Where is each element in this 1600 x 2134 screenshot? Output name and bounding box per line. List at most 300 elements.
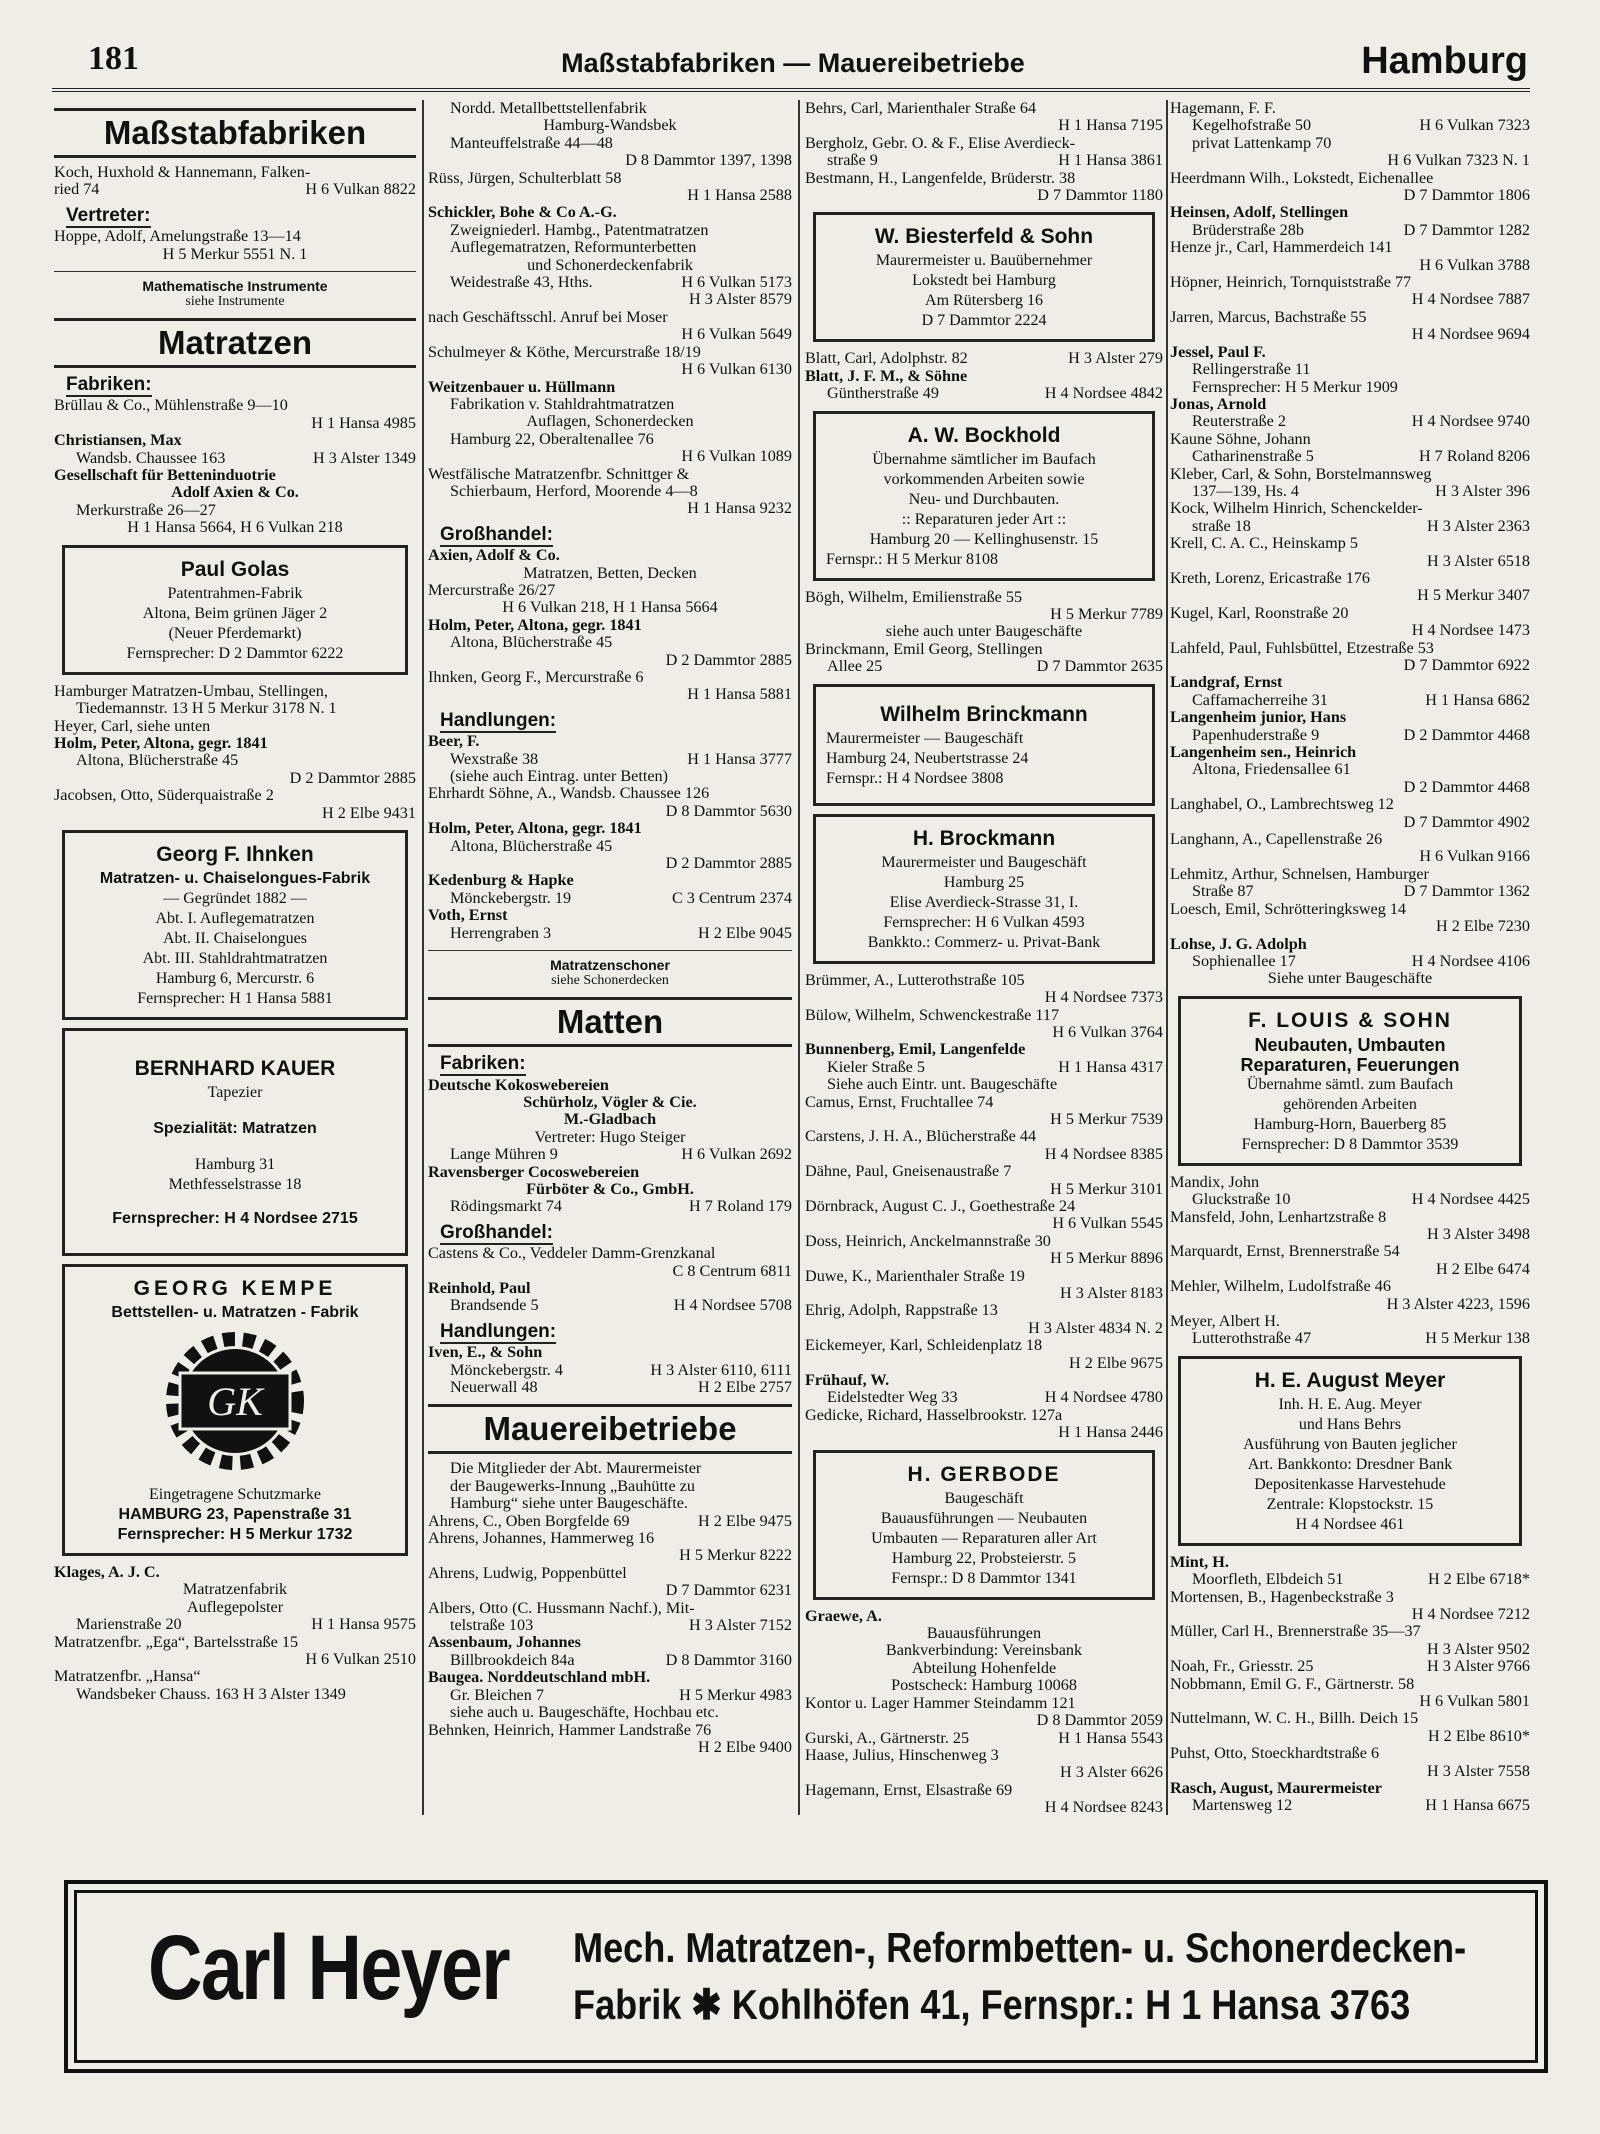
ad-line: Fernsprecher: H 1 Hansa 5881: [137, 989, 333, 1007]
address: Straße 87: [1192, 883, 1254, 901]
phone-number: H 3 Alster 6626: [1060, 1764, 1163, 1782]
cross-reference-note: [428, 950, 792, 989]
list-item: Gurski, A., Gärtnerstr. 25: [805, 1729, 970, 1747]
address: Wexstraße 38: [450, 750, 539, 768]
list-item: und Schonerdeckenfabrik: [527, 256, 693, 274]
ad-title: H. E. August Meyer: [1254, 1368, 1446, 1392]
column-1: [54, 100, 416, 1815]
ad-line: (Neuer Pferdemarkt): [168, 624, 302, 642]
list-item: Siehe unter Baugeschäfte: [1267, 970, 1433, 988]
address: privat Lattenkamp 70: [1192, 134, 1332, 152]
subheading-label: Großhandel:: [440, 523, 553, 545]
phone-number: H 2 Elbe 6718*: [1427, 1571, 1530, 1589]
column-3: [805, 100, 1163, 1815]
address: Allee 25: [827, 658, 883, 676]
ad-line: Eingetragene Schutzmarke: [149, 1485, 321, 1503]
phone-number: D 8 Dammtor 1397, 1398: [625, 152, 792, 170]
logo-monogram: GK: [207, 1378, 263, 1424]
ad-line: Mech. Matratzen-, Reformbetten- u. Schonerdecken-: [573, 1924, 1467, 1971]
phone-number: H 2 Elbe 9045: [698, 924, 792, 942]
list-item: Wandsbeker Chauss. 163 H 3 Alster 1349: [76, 1685, 346, 1703]
list-item: Camus, Ernst, Fruchtallee 74: [805, 1093, 994, 1111]
page-number: 181: [88, 40, 139, 77]
address: Gluckstraße 10: [1192, 1191, 1291, 1209]
bottom-advertisement: [64, 1880, 1548, 2073]
company-name: Landgraf, Ernst: [1170, 674, 1283, 692]
ad-line: Übernahme sämtlicher im Baufach: [872, 450, 1096, 468]
gear-logo-icon: [135, 1331, 335, 1471]
phone-number: D 7 Dammtor 2635: [1036, 658, 1163, 676]
list-item: Ahrens, Ludwig, Poppenbüttel: [428, 1564, 627, 1582]
ad-line: Neubauten, Umbauten: [1254, 1034, 1446, 1055]
phone-number: H 1 Hansa 3861: [1058, 152, 1163, 170]
list-item: Postscheck: Hamburg 10068: [891, 1677, 1077, 1695]
list-item: Vertreter: Hugo Steiger: [534, 1128, 686, 1146]
ad-line: Fernsprecher: D 2 Dammtor 6222: [126, 644, 344, 662]
company-name: Schickler, Bohe & Co A.-G.: [428, 204, 617, 222]
company-name: Langenheim sen., Heinrich: [1170, 744, 1357, 762]
company-name: Baugea. Norddeutschland mbH.: [428, 1669, 651, 1687]
ad-line: Maurermeister — Baugeschäft: [826, 729, 1024, 747]
ad-line: gehörenden Arbeiten: [1283, 1095, 1417, 1113]
ad-line: Übernahme sämtl. zum Baufach: [1246, 1075, 1454, 1093]
phone-number: H 1 Hansa 9575: [311, 1616, 416, 1634]
ad-box-brockmann: [813, 814, 1155, 964]
phone-number: D 7 Dammtor 6922: [1403, 657, 1530, 674]
list-item: Mandix, John: [1170, 1173, 1260, 1191]
phone-number: D 2 Dammtor 2885: [665, 651, 792, 669]
address: Altona, Blücherstraße 45: [76, 752, 239, 770]
address: Mönckebergstr. 19: [450, 889, 572, 907]
phone-number: H 6 Vulkan 5649: [681, 326, 792, 344]
address: Wandsb. Chaussee 163: [76, 449, 226, 467]
phone-number: H 1 Hansa 4317: [1058, 1058, 1163, 1076]
phone-number: H 5 Merkur 8222: [679, 1547, 792, 1565]
list-item: Langhabel, O., Lambrechtsweg 12: [1170, 796, 1394, 814]
phone-number: H 3 Alster 8183: [1060, 1285, 1163, 1302]
address: Herrengraben 3: [450, 924, 552, 942]
company-name: Holm, Peter, Altona, gegr. 1841: [428, 820, 642, 838]
company-name: Beer, F.: [428, 733, 480, 751]
phone-number: H 1 Hansa 7195: [1058, 117, 1163, 135]
company-name: Blatt, J. F. M., & Söhne: [805, 367, 968, 385]
company-name: Jonas, Arnold: [1170, 395, 1267, 413]
list-item: Auflegematratzen, Reformunterbetten: [450, 239, 697, 257]
list-item: Kock, Wilhelm Hinrich, Schenckelder-: [1170, 500, 1423, 518]
subheading-label: Handlungen:: [440, 709, 557, 731]
phone-number: H 6 Vulkan 2692: [681, 1146, 792, 1164]
phone-number: H 1 Hansa 5664, H 6 Vulkan 218: [127, 519, 343, 537]
list-item: Noah, Fr., Griesstr. 25: [1170, 1658, 1314, 1676]
phone-number: H 3 Alster 4223, 1596: [1386, 1295, 1530, 1313]
list-item: Mansfeld, John, Lenhartzstraße 8: [1170, 1208, 1387, 1226]
address: Neuerwall 48: [450, 1379, 538, 1396]
ad-line: Hamburg 6, Mercurstr. 6: [155, 969, 315, 987]
company-name: Fürböter & Co., GmbH.: [526, 1180, 694, 1198]
list-item: Westfälische Matratzenfbr. Schnittger &: [428, 465, 690, 483]
list-item: Hoppe, Adolf, Amelungstraße 13—14: [54, 228, 301, 246]
subheading-fabriken: [440, 1053, 792, 1075]
subheading-grosshandel: [440, 1221, 792, 1243]
list-item: Nobbmann, Emil G. F., Gärtnerstr. 58: [1170, 1675, 1415, 1693]
ad-line: Maurermeister und Baugeschäft: [881, 853, 1087, 871]
list-item: Bögh, Wilhelm, Emilienstraße 55: [805, 588, 1023, 606]
list-item: Haase, Julius, Hinschenweg 3: [805, 1746, 999, 1764]
city-label: Hamburg: [1361, 40, 1528, 82]
list-item: Ahrens, C., Oben Borgfelde 69: [428, 1512, 630, 1530]
ad-line: Hamburg 22, Probsteierstr. 5: [891, 1549, 1077, 1567]
company-name: Schürholz, Vögler & Cie.: [523, 1093, 697, 1111]
phone-number: H 7 Roland 8206: [1418, 448, 1530, 466]
phone-number: C 8 Centrum 6811: [672, 1262, 792, 1280]
phone-number: H 6 Vulkan 7323 N. 1: [1387, 152, 1530, 170]
address: Gr. Bleichen 7: [450, 1686, 544, 1704]
list-item: Schierbaum, Herford, Moorende 4—8: [450, 482, 698, 500]
company-name: Deutsche Kokoswebereien: [428, 1076, 609, 1094]
subheading-label: Vertreter:: [66, 204, 151, 226]
list-item: siehe auch unter Baugeschäfte: [885, 623, 1083, 641]
ad-line: Matratzen- u. Chaiselongues-Fabrik: [99, 869, 371, 887]
page-header: [58, 40, 1528, 88]
phone-number: D 2 Dammtor 2885: [665, 855, 792, 873]
ad-title: A. W. Bockhold: [907, 423, 1061, 447]
phone-number: H 4 Nordsee 7373: [1044, 989, 1163, 1007]
list-item: Hamburg-Wandsbek: [543, 117, 677, 135]
subheading-grosshandel: [440, 523, 792, 545]
ad-line: Methfesselstrasse 18: [168, 1175, 302, 1193]
phone-number: H 1 Hansa 9232: [687, 500, 792, 518]
list-item: Hamburg 22, Oberaltenallee 76: [450, 430, 654, 448]
ad-title: W. Biesterfeld & Sohn: [874, 225, 1094, 249]
ad-box-ihnken: [62, 830, 408, 1020]
ad-line: Ausführung von Bauten jeglicher: [1243, 1435, 1457, 1453]
phone-number: H 2 Elbe 7230: [1436, 918, 1530, 936]
address: Martensweg 12: [1192, 1797, 1293, 1815]
cross-reference-note: [54, 271, 416, 310]
company-name: Mint, H.: [1170, 1553, 1229, 1571]
address: Altona, Blücherstraße 45: [450, 837, 613, 855]
list-item: Lehmitz, Arthur, Schnelsen, Hamburger: [1170, 865, 1429, 883]
subheading-label: Großhandel:: [440, 1221, 553, 1243]
phone-number: H 3 Alster 6110, 6111: [650, 1361, 792, 1379]
list-item: Ehrhardt Söhne, A., Wandsb. Chaussee 126: [428, 785, 710, 803]
list-item: Doss, Heinrich, Anckelmannstraße 30: [805, 1232, 1051, 1250]
ad-title: Wilhelm Brinckmann: [880, 702, 1088, 726]
ad-line: Bauausführungen — Neubauten: [880, 1509, 1088, 1527]
company-name: M.-Gladbach: [563, 1111, 657, 1129]
company-name: Klages, A. J. C.: [54, 1563, 160, 1581]
address: Mönckebergstr. 4: [450, 1361, 563, 1379]
company-name: Ravensberger Cocoswebereien: [428, 1163, 640, 1181]
ad-line: Altona, Beim grünen Jäger 2: [142, 604, 328, 622]
phone-number: H 4 Nordsee 7887: [1411, 291, 1530, 309]
list-item: Hagemann, Ernst, Elsastraße 69: [805, 1781, 1013, 1799]
list-item: Bergholz, Gebr. O. & F., Elise Averdieck-: [805, 134, 1076, 152]
ad-line: D 7 Dammtor 2224: [921, 312, 1047, 330]
ad-company-name: Carl Heyer: [148, 1917, 510, 2019]
phone-number: H 6 Vulkan 5545: [1052, 1215, 1163, 1233]
column-divider: [798, 100, 800, 1815]
ad-box-gerbode: [813, 1450, 1155, 1600]
list-item: Bülow, Wilhelm, Schwenckestraße 117: [805, 1006, 1060, 1024]
address: Lange Mühren 9: [450, 1146, 558, 1164]
list-item: Blatt, Carl, Adolphstr. 82: [805, 350, 968, 368]
ad-line: Lokstedt bei Hamburg: [912, 272, 1056, 290]
phone-number: H 2 Elbe 9475: [698, 1512, 792, 1530]
ad-line: Fernsprecher: H 5 Merkur 1732: [117, 1525, 353, 1543]
phone-number: H 3 Alster 9766: [1427, 1658, 1530, 1676]
ad-title: Paul Golas: [180, 557, 290, 581]
phone-number: D 2 Dammtor 2885: [289, 769, 416, 787]
column-4: [1170, 100, 1530, 1815]
list-item: Kleber, Carl, & Sohn, Borstelmannsweg: [1170, 465, 1432, 483]
list-item: Carstens, J. H. A., Blücherstraße 44: [805, 1128, 1037, 1146]
list-item: Langhann, A., Capellenstraße 26: [1170, 831, 1383, 849]
ad-line: Abt. III. Stahldrahtmatratzen: [142, 949, 328, 967]
subheading-fabriken: [66, 374, 416, 396]
ad-line: Neu- und Durchbauten.: [908, 490, 1060, 508]
company-name: Iven, E., & Sohn: [428, 1344, 543, 1362]
phone-number: H 1 Hansa 5881: [687, 686, 792, 704]
list-item: Gedicke, Richard, Hasselbrookstr. 127a: [805, 1406, 1063, 1424]
list-item: Auflagen, Schonerdecken: [526, 413, 694, 431]
list-item: Matratzen, Betten, Decken: [523, 564, 697, 582]
list-item: Duwe, K., Marienthaler Straße 19: [805, 1267, 1025, 1285]
ad-box-kauer: [62, 1028, 408, 1256]
ad-title: BERNHARD KAUER: [134, 1056, 336, 1080]
address: Billbrookdeich 84a: [450, 1651, 575, 1669]
ad-line: und Hans Behrs: [1298, 1415, 1402, 1433]
address: Kegelhofstraße 50: [1192, 117, 1312, 135]
list-item: Manteuffelstraße 44—48: [450, 134, 613, 152]
ad-title: F. LOUIS & SOHN: [1248, 1008, 1452, 1032]
phone-number: H 6 Vulkan 7323: [1419, 117, 1530, 135]
running-title: Maßstabfabriken — Mauereibetriebe: [561, 48, 1025, 78]
list-item: Kontor u. Lager Hammer Steindamm 121: [805, 1694, 1076, 1712]
phone-number: H 6 Vulkan 3788: [1419, 256, 1530, 274]
phone-number: H 6 Vulkan 9166: [1419, 848, 1530, 866]
phone-number: H 3 Alster 4834 N. 2: [1028, 1319, 1163, 1337]
address: Weidestraße 43, Hths.: [450, 274, 593, 292]
list-item: Matratzenfbr. „Ega“, Bartelsstraße 15: [54, 1633, 299, 1651]
ad-box-brinckmann: [813, 684, 1155, 806]
address: Caffamacherreihe 31: [1192, 691, 1328, 709]
list-item: Ahrens, Johannes, Hammerweg 16: [428, 1530, 655, 1548]
list-item: Siehe auch Eintr. unt. Baugeschäfte: [827, 1076, 1058, 1094]
subheading-label: Handlungen:: [440, 1320, 557, 1342]
ad-title: H. GERBODE: [907, 1462, 1061, 1486]
phone-number: D 8 Dammtor 5630: [665, 802, 792, 820]
list-item: Tiedemannstr. 13 H 5 Merkur 3178 N. 1: [76, 700, 337, 718]
phone-number: H 6 Vulkan 5801: [1419, 1693, 1530, 1711]
phone-number: D 7 Dammtor 1180: [1037, 187, 1163, 205]
list-item: Fabrikation v. Stahldrahtmatratzen: [450, 395, 675, 413]
phone-number: H 1 Hansa 3777: [687, 750, 792, 768]
company-name: Christiansen, Max: [54, 432, 182, 450]
intro-text: der Baugewerks-Innung „Bauhütte zu: [450, 1477, 695, 1495]
list-item: Bankverbindung: Vereinsbank: [885, 1642, 1083, 1660]
phone-number: H 6 Vulkan 1089: [681, 448, 792, 466]
address: Eidelstedter Weg 33: [827, 1389, 958, 1407]
phone-number: H 5 Merkur 138: [1425, 1330, 1530, 1348]
address: Lutterothstraße 47: [1192, 1330, 1312, 1348]
phone-number: D 7 Dammtor 4902: [1403, 813, 1530, 831]
list-item: Dörnbrack, August C. J., Goethestraße 24: [805, 1197, 1076, 1215]
address: Altona, Blücherstraße 45: [450, 634, 613, 652]
list-item: Bauausführungen: [926, 1625, 1042, 1643]
phone-number: H 1 Hansa 6675: [1425, 1797, 1530, 1815]
company-name: Holm, Peter, Altona, gegr. 1841: [428, 616, 642, 634]
list-item: Heyer, Carl, siehe unten: [54, 717, 211, 735]
phone-number: H 1 Hansa 4985: [311, 414, 416, 432]
ad-line: Hamburg 24, Neubertstrasse 24: [826, 749, 1029, 767]
address: Güntherstraße 49: [827, 385, 939, 403]
ad-line: H 4 Nordsee 461: [1295, 1515, 1405, 1533]
phone-number: H 6 Vulkan 8822: [305, 181, 416, 199]
phone-number: H 4 Nordsee 9694: [1411, 326, 1530, 344]
list-item: Dähne, Paul, Gneisenaustraße 7: [805, 1163, 1012, 1181]
list-item: siehe auch u. Baugeschäfte, Hochbau etc.: [450, 1704, 719, 1722]
phone-number: H 4 Nordsee 4425: [1411, 1191, 1530, 1209]
ad-line: Am Rütersberg 16: [925, 292, 1043, 310]
ad-line: Tapezier: [207, 1083, 263, 1101]
company-name: Graewe, A.: [805, 1607, 882, 1625]
address: straße 18: [1192, 517, 1251, 535]
list-item: Bestmann, H., Langenfelde, Brüderstr. 38: [805, 169, 1076, 187]
phone-number: D 7 Dammtor 1282: [1403, 221, 1530, 239]
phone-number: H 1 Hansa 2446: [1058, 1424, 1163, 1442]
ad-line: Fernspr.: D 8 Dammtor 1341: [891, 1569, 1077, 1587]
phone-number: H 3 Alster 7558: [1427, 1762, 1530, 1780]
ad-line: HAMBURG 23, Papenstraße 31: [118, 1505, 352, 1523]
phone-number: H 5 Merkur 7789: [1050, 606, 1163, 624]
list-item: Nuttelmann, W. C. H., Billh. Deich 15: [1170, 1710, 1419, 1728]
ad-line: Hamburg-Horn, Bauerberg 85: [1253, 1115, 1447, 1133]
company-name: Adolf Axien & Co.: [171, 484, 299, 502]
phone-number: H 2 Elbe 2757: [698, 1379, 792, 1396]
list-item: Rüss, Jürgen, Schulterblatt 58: [428, 169, 622, 187]
phone-number: H 4 Nordsee 4106: [1411, 952, 1530, 970]
company-name: Jessel, Paul F.: [1170, 343, 1266, 361]
company-name: Assenbaum, Johannes: [428, 1634, 581, 1652]
phone-number: H 6 Vulkan 218, H 1 Hansa 5664: [502, 599, 718, 617]
address: Marienstraße 20: [76, 1616, 182, 1634]
list-item: Höpner, Heinrich, Tornquiststraße 77: [1170, 274, 1412, 292]
ad-line: Maurermeister u. Bauübernehmer: [875, 252, 1093, 270]
list-item: Nordd. Metallbettstellenfabrik: [450, 100, 647, 117]
list-item: Brinckmann, Emil Georg, Stellingen: [805, 640, 1043, 658]
ad-line: Hamburg 25: [943, 873, 1025, 891]
list-item: ried 74: [54, 181, 100, 199]
list-item: Jarren, Marcus, Bachstraße 55: [1170, 308, 1367, 326]
address: Brandsende 5: [450, 1297, 539, 1315]
list-item: Albers, Otto (C. Hussmann Nachf.), Mit-: [428, 1599, 695, 1617]
phone-number: H 3 Alster 2363: [1427, 517, 1530, 535]
phone-number: H 4 Nordsee 9740: [1411, 413, 1530, 431]
company-name: Langenheim junior, Hans: [1170, 709, 1347, 727]
section-heading-mauereibetriebe: Mauereibetriebe: [428, 1404, 792, 1454]
ad-box-golas: [62, 545, 408, 675]
phone-number: Fernsprecher: H 5 Merkur 1909: [1192, 378, 1398, 396]
ad-line: Inh. H. E. Aug. Meyer: [1278, 1395, 1422, 1413]
ad-line: Umbauten — Reparaturen aller Art: [871, 1529, 1097, 1547]
ad-line: Art. Bankkonto: Dresdner Bank: [1247, 1455, 1453, 1473]
phone-number: H 2 Elbe 9431: [322, 804, 416, 822]
ad-line: Bettstellen- u. Matratzen - Fabrik: [111, 1303, 359, 1321]
list-item: Koch, Huxhold & Hannemann, Falken-: [54, 164, 311, 181]
list-item: Behnken, Heinrich, Hammer Landstraße 76: [428, 1721, 712, 1739]
phone-number: H 3 Alster 9502: [1427, 1640, 1530, 1658]
ad-line: Baugeschäft: [944, 1489, 1024, 1507]
address: Mercurstraße 26/27: [428, 581, 556, 599]
ad-box-kempe: [62, 1264, 408, 1556]
ad-line: Patentrahmen-Fabrik: [167, 584, 303, 602]
ad-line: vorkommenden Arbeiten sowie: [883, 470, 1085, 488]
ad-box-louis: [1178, 996, 1522, 1166]
phone-number: H 2 Elbe 9675: [1069, 1354, 1163, 1372]
list-item: Kaune Söhne, Johann: [1170, 430, 1311, 448]
subheading-vertreter: [66, 204, 416, 226]
list-item: Loesch, Emil, Schrötteringksweg 14: [1170, 900, 1407, 918]
address: Sophienallee 17: [1192, 952, 1296, 970]
company-name: Voth, Ernst: [428, 907, 508, 925]
company-name: Gesellschaft für Betteninduotrie: [54, 467, 276, 485]
list-item: Eickemeyer, Karl, Schleidenplatz 18: [805, 1337, 1043, 1355]
company-name: Reinhold, Paul: [428, 1279, 531, 1297]
list-item: Matratzenfbr. „Hansa“: [54, 1668, 201, 1686]
phone-number: D 8 Dammtor 3160: [665, 1651, 792, 1669]
phone-number: H 6 Vulkan 5173: [681, 274, 792, 292]
list-item: Zweigniederl. Hambg., Patentmatratzen: [450, 221, 709, 239]
list-item: Castens & Co., Veddeler Damm-Grenzkanal: [428, 1245, 716, 1263]
list-item: Brüllau & Co., Mühlenstraße 9—10: [54, 397, 288, 415]
phone-number: H 3 Alster 396: [1435, 482, 1530, 500]
list-item: nach Geschäftsschl. Anruf bei Moser: [428, 308, 668, 326]
list-item: Schulmeyer & Köthe, Mercurstraße 18/19: [428, 343, 701, 361]
list-item: Brümmer, A., Lutterothstraße 105: [805, 971, 1025, 989]
column-2: [428, 100, 792, 1815]
address: Merkurstraße 26—27: [76, 501, 216, 519]
list-item: Matratzenfabrik: [182, 1581, 288, 1599]
ad-line: Fernspr.: H 4 Nordsee 3808: [826, 769, 1004, 787]
company-name: Heinsen, Adolf, Stellingen: [1170, 204, 1349, 222]
address: telstraße 103: [450, 1617, 534, 1635]
list-item: Abteilung Hohenfelde: [911, 1659, 1057, 1677]
list-item: Jacobsen, Otto, Süderquaistraße 2: [54, 787, 274, 805]
ad-line: Zentrale: Klopstockstr. 15: [1266, 1495, 1434, 1513]
ad-title: GEORG KEMPE: [133, 1276, 337, 1300]
ad-line: Fernspr.: H 5 Merkur 8108: [826, 550, 998, 568]
company-name: Bunnenberg, Emil, Langenfelde: [805, 1041, 1026, 1059]
phone-number: H 1 Hansa 6862: [1425, 691, 1530, 709]
phone-number: H 5 Merkur 8896: [1050, 1250, 1163, 1268]
phone-number: D 8 Dammtor 2059: [1036, 1712, 1163, 1730]
list-item: (siehe auch Eintrag. unter Betten): [450, 768, 668, 786]
company-name: Rasch, August, Maurermeister: [1170, 1780, 1382, 1798]
phone-number: H 4 Nordsee 1473: [1411, 622, 1530, 640]
company-name: Holm, Peter, Altona, gegr. 1841: [54, 734, 268, 752]
company-name: Axien, Adolf & Co.: [428, 547, 560, 565]
list-item: Meyer, Albert H.: [1170, 1312, 1280, 1330]
list-item: Auflegepolster: [186, 1598, 284, 1616]
ad-line: Fernsprecher: H 4 Nordsee 2715: [112, 1209, 358, 1227]
ad-line: Abt. I. Auflegematratzen: [155, 909, 315, 927]
address: Brüderstraße 28b: [1192, 221, 1304, 239]
address: straße 9: [827, 152, 878, 170]
ad-line: :: Reparaturen jeder Art ::: [901, 510, 1067, 528]
intro-text: Die Mitglieder der Abt. Maurermeister: [450, 1460, 702, 1478]
column-divider: [422, 100, 424, 1815]
